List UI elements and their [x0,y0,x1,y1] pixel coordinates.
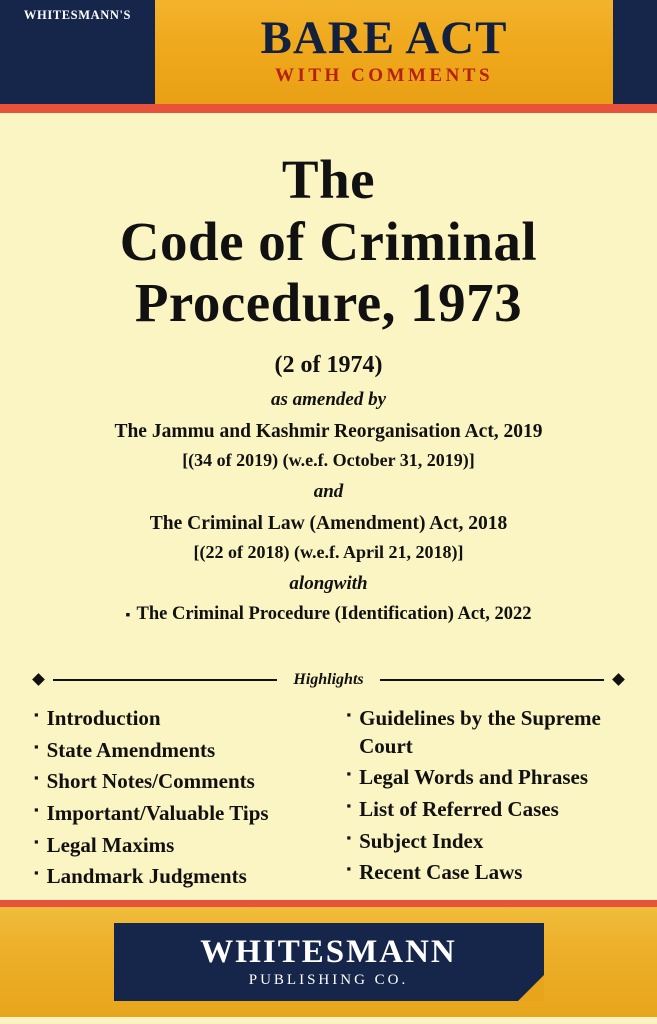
highlights-right-column [329,705,624,895]
highlights-section [34,671,623,895]
highlight-label: Guidelines by the Supreme Court [359,705,601,758]
list-item [34,705,329,733]
diamond-right-icon [612,673,625,686]
list-item [347,796,624,824]
rule-right [380,679,604,681]
diamond-left-icon [32,673,45,686]
list-item [347,764,624,792]
as-amended-by-label: as amended by [270,388,387,410]
corner-notch-icon [518,975,544,1001]
brand-strip [0,0,155,104]
highlights-columns [34,705,623,895]
list-item [347,705,624,760]
conjunction-and: and [313,480,344,502]
book-title-line-3: Procedure, 1973 [134,272,523,334]
highlights-left-column [34,705,329,895]
title-block [34,113,623,625]
book-title-line-2: Code of Criminal [119,210,538,272]
list-item [34,737,329,765]
bottom-red-divider [0,900,657,907]
highlight-label: List of Referred Cases [359,796,559,821]
top-red-divider [0,104,657,113]
publisher-brandmark: WHITESMANN'S [23,8,132,22]
publisher-name: WHITESMANN [200,933,457,970]
highlight-label: State Amendments [46,737,216,762]
square-bullet-icon: ▪ [34,706,39,722]
square-bullet-icon: ▪ [346,766,352,782]
series-title: BARE ACT [260,11,508,64]
list-item [347,828,624,856]
square-bullet-icon: ▪ [34,801,39,817]
square-bullet-icon: ▪ [346,861,352,877]
publisher-plate [114,923,544,1001]
square-bullet-icon: ▪ [34,833,39,849]
amendment-act-2: The Criminal Law (Amendment) Act, 2018 [149,512,508,534]
alongwith-label: alongwith [289,572,368,594]
highlight-label: Important/Valuable Tips [46,800,269,825]
square-bullet-icon: ▪ [346,706,352,722]
list-item [34,768,329,796]
alongwith-act-item: ▪ The Criminal Procedure (Identification) Act, 2022 [34,604,623,625]
list-item [34,832,329,860]
square-bullet-icon: ▪ [346,797,352,813]
highlight-label: Subject Index [359,828,484,853]
top-banner [0,0,657,104]
highlight-label: Recent Case Laws [359,860,523,885]
list-item [347,859,624,887]
highlight-label: Legal Maxims [46,832,175,857]
amendment-act-1-note: [(34 of 2019) (w.e.f. October 31, 2019)] [182,449,475,470]
amendment-act-1: The Jammu and Kashmir Reorganisation Act, 2019 [114,420,543,442]
rule-left [53,679,277,681]
cover-body [0,113,657,900]
series-banner [155,0,613,104]
list-item [34,800,329,828]
highlight-label: Landmark Judgments [46,864,247,889]
book-title-line-1: The [281,149,376,210]
square-bullet-icon: ▪ [34,865,39,881]
highlight-label: Legal Words and Phrases [359,765,589,790]
series-subtitle: WITH COMMENTS [274,65,494,87]
highlights-header [34,671,623,689]
square-bullet-icon: ▪ [34,738,39,754]
publisher-banner [0,907,657,1017]
highlight-label: Short Notes/Comments [46,769,255,794]
square-bullet-icon: ▪ [346,829,352,845]
square-bullet-icon: ▪ [34,770,39,786]
list-item [34,863,329,891]
act-number: (2 of 1974) [274,351,383,378]
highlight-label: Introduction [46,705,161,730]
banner-right-edge [613,0,657,104]
highlights-label: Highlights [293,670,364,688]
publisher-subtitle: PUBLISHING CO. [248,971,409,988]
amendment-act-2-note: [(22 of 2018) (w.e.f. April 21, 2018)] [193,541,464,562]
